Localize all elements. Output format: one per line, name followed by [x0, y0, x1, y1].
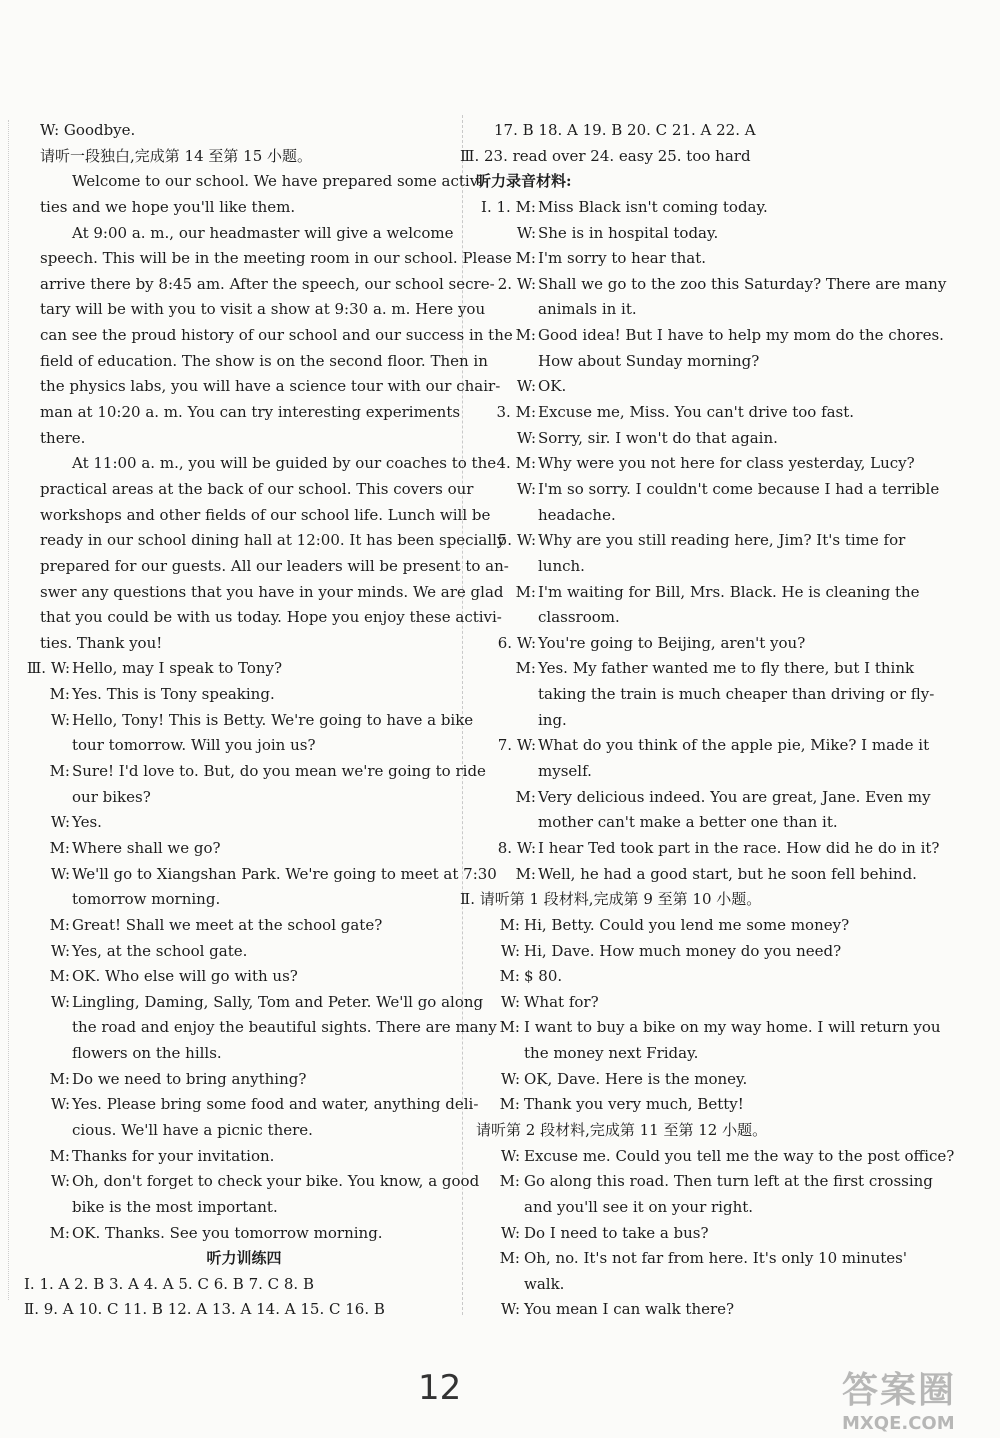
speaker-label: W: [50, 992, 70, 1011]
speaker-label: M: [49, 1223, 70, 1242]
dialogue-line [40, 708, 474, 734]
dialogue-line [40, 990, 484, 1016]
dialogue-line [476, 733, 930, 759]
dialogue-line [476, 1297, 908, 1323]
speaker-label: M: [499, 967, 520, 986]
dialogue-line [476, 195, 908, 221]
dialogue-line [476, 862, 917, 888]
dialogue-line [476, 1092, 908, 1118]
dialogue-line [476, 990, 908, 1016]
dialogue-text: Sure! I'd love to. But, do you mean we're going to ride [72, 762, 486, 781]
dialogue-continuation: the money next Friday. [524, 1044, 699, 1063]
binding-margin [8, 120, 10, 1300]
dialogue-text: Hi, Betty. Could you lend me some money? [524, 915, 850, 934]
speaker-label: W: [516, 377, 536, 396]
dialogue-line [40, 682, 448, 708]
answer-line: Ⅲ. 23. read over 24. easy 25. too hard [460, 146, 751, 165]
dialogue-line [476, 631, 908, 657]
dialogue-text: Hi, Dave. How much money do you need? [524, 941, 842, 960]
dialogue-text: You're going to Beijing, aren't you? [538, 633, 806, 652]
dialogue-line [476, 1246, 908, 1272]
dialogue-continuation: and you'll see it on your right. [524, 1197, 754, 1216]
dialogue-line [476, 580, 920, 606]
speaker-label: 4. M: [496, 454, 536, 473]
dialogue-line [476, 323, 944, 349]
dialogue-text: Thank you very much, Betty! [524, 1095, 744, 1114]
dialogue-line [40, 1092, 479, 1118]
dialogue-text: Do we need to bring anything? [72, 1069, 307, 1088]
dialogue-line [476, 1067, 908, 1093]
text-line: that you could be with us today. Hope you enjoy these activi- [40, 608, 502, 627]
dialogue-line [476, 1144, 955, 1170]
text-line: W: Goodbye. [40, 121, 136, 139]
dialogue-text: Hello, may I speak to Tony? [72, 659, 283, 678]
speaker-label: W: [500, 1146, 520, 1165]
dialogue-text: Where shall we go? [72, 838, 221, 857]
dialogue-text: Why are you still reading here, Jim? It's time for [538, 531, 906, 550]
instruction-heading: 请听一段独白,完成第 14 至第 15 小题。 [40, 146, 313, 165]
speaker-label: 8. W: [497, 838, 536, 857]
section-heading: 听力录音材料: [476, 172, 572, 191]
text-line: speech. This will be in the meeting room in our school. Please [40, 249, 512, 268]
dialogue-line [476, 1169, 933, 1195]
dialogue-line [476, 272, 947, 298]
speaker-label: 2. W: [497, 274, 536, 293]
dialogue-line [26, 656, 448, 682]
dialogue-text: I'm sorry to hear that. [538, 249, 707, 268]
dialogue-text: Oh, no. It's not far from here. It's only 10 minutes' [524, 1249, 907, 1268]
answer-line: Ⅱ. 9. A 10. C 11. B 12. A 13. A 14. A 15. C 16. B [24, 1300, 385, 1319]
text-line: there. [40, 428, 86, 447]
watermark-url: MXQE.COM [842, 1413, 955, 1434]
dialogue-line [476, 374, 908, 400]
dialogue-line [476, 785, 931, 811]
speaker-label: W: [516, 428, 536, 447]
dialogue-continuation: taking the train is much cheaper than driving or fly- [538, 685, 935, 704]
dialogue-line [476, 246, 908, 272]
dialogue-text: Hello, Tony! This is Betty. We're going to have a bike [72, 710, 474, 729]
dialogue-continuation: How about Sunday morning? [538, 351, 760, 370]
text-line: the physics labs, you will have a science tour with our chair- [40, 377, 501, 396]
dialogue-continuation: lunch. [538, 556, 585, 575]
speaker-label: W: [50, 864, 70, 883]
answer-line: Ⅱ. 请听第 1 段材料,完成第 9 至第 10 小题。 [460, 890, 762, 909]
dialogue-line [40, 1169, 480, 1195]
text-line: practical areas at the back of our school. This covers our [40, 479, 474, 498]
speaker-label: M: [49, 762, 70, 781]
speaker-label: W: [500, 992, 520, 1011]
speaker-label: W: [500, 941, 520, 960]
text-line: can see the proud history of our school and our success in the [40, 326, 513, 345]
dialogue-text: Thanks for your invitation. [72, 1146, 275, 1165]
dialogue-text: Miss Black isn't coming today. [538, 197, 768, 216]
dialogue-text: Well, he had a good start, but he soon fell behind. [538, 864, 917, 883]
dialogue-text: Sorry, sir. I won't do that again. [538, 428, 778, 447]
dialogue-text: Excuse me, Miss. You can't drive too fast. [538, 403, 855, 422]
paragraph-line: At 11:00 a. m., you will be guided by our coaches to the [72, 454, 497, 473]
speaker-label: 6. W: [497, 633, 536, 652]
dialogue-text: OK. Thanks. See you tomorrow morning. [72, 1223, 383, 1242]
speaker-label: M: [499, 1018, 520, 1037]
dialogue-text: Yes. [72, 813, 102, 832]
dialogue-line [476, 451, 915, 477]
speaker-label: W: [50, 1172, 70, 1191]
dialogue-continuation: ing. [538, 710, 567, 729]
dialogue-line [476, 1221, 908, 1247]
speaker-label: M: [515, 582, 536, 601]
dialogue-line [40, 1144, 448, 1170]
dialogue-text: Go along this road. Then turn left at the first crossing [524, 1172, 933, 1191]
speaker-label: M: [499, 1095, 520, 1114]
dialogue-text: Yes, at the school gate. [72, 941, 248, 960]
speaker-label: W: [500, 1300, 520, 1319]
dialogue-text: You mean I can walk there? [524, 1300, 735, 1319]
dialogue-continuation: myself. [538, 762, 592, 781]
watermark-logo [842, 1362, 992, 1432]
text-line: ties. Thank you! [40, 633, 163, 652]
dialogue-line [476, 964, 908, 990]
speaker-label: M: [515, 326, 536, 345]
dialogue-line [40, 964, 448, 990]
section-title: 听力训练四 [206, 1249, 282, 1268]
speaker-label: W: [50, 710, 70, 729]
dialogue-continuation: tour tomorrow. Will you join us? [72, 736, 316, 755]
dialogue-line [476, 528, 908, 554]
speaker-label: M: [49, 915, 70, 934]
speaker-label: M: [49, 685, 70, 704]
dialogue-continuation: mother can't make a better one than it. [538, 813, 838, 832]
dialogue-text: Yes. My father wanted me to fly there, but I think [538, 659, 915, 678]
speaker-label: W: [500, 1223, 520, 1242]
dialogue-text: OK. [538, 377, 567, 396]
dialogue-line [40, 862, 497, 888]
dialogue-text: I want to buy a bike on my way home. I will return you [524, 1018, 941, 1037]
dialogue-text: Great! Shall we meet at the school gate? [72, 915, 383, 934]
dialogue-continuation: classroom. [538, 608, 620, 627]
dialogue-text: What do you think of the apple pie, Mike? I made it [538, 736, 930, 755]
dialogue-text: Shall we go to the zoo this Saturday? There are many [538, 274, 947, 293]
dialogue-line [40, 1067, 448, 1093]
dialogue-text: Do I need to take a bus? [524, 1223, 709, 1242]
text-line: field of education. The show is on the second floor. Then in [40, 351, 488, 370]
dialogue-continuation: our bikes? [72, 787, 151, 806]
watermark-logo-text: 答案圈 [842, 1370, 957, 1411]
speaker-label: 7. W: [497, 736, 536, 755]
dialogue-line [476, 836, 940, 862]
right-column [460, 118, 955, 1323]
speaker-label: M: [49, 967, 70, 986]
dialogue-line [476, 221, 908, 247]
text-line: swer any questions that you have in your minds. We are glad [40, 582, 504, 601]
dialogue-text: Why were you not here for class yesterday, Lucy? [538, 454, 915, 473]
speaker-label: M: [515, 249, 536, 268]
dialogue-text: We'll go to Xiangshan Park. We're going to meet at 7:30 [72, 864, 497, 883]
speaker-label: W: [50, 813, 70, 832]
speaker-label: W: [50, 941, 70, 960]
dialogue-line [40, 939, 448, 965]
speaker-label: M: [515, 864, 536, 883]
text-line: arrive there by 8:45 am. After the speech, our school secre- [40, 274, 495, 293]
text-line: man at 10:20 a. m. You can try interesting experiments [40, 403, 461, 422]
paragraph-line: Welcome to our school. We have prepared some activi- [72, 172, 489, 191]
dialogue-continuation: walk. [524, 1274, 565, 1293]
dialogue-text: Oh, don't forget to check your bike. You know, a good [72, 1172, 480, 1191]
dialogue-line [40, 836, 448, 862]
dialogue-continuation: the road and enjoy the beautiful sights. There are many [72, 1018, 497, 1037]
text-line: 17. B 18. A 19. B 20. C 21. A 22. A [494, 121, 756, 139]
speaker-label: Ⅰ. 1. M: [481, 197, 536, 216]
dialogue-line [476, 477, 940, 503]
dialogue-text: I hear Ted took part in the race. How did he do in it? [538, 838, 940, 857]
speaker-label: M: [515, 787, 536, 806]
dialogue-text: I'm so sorry. I couldn't come because I had a terrible [538, 479, 940, 498]
text-line: prepared for our guests. All our leaders will be present to an- [40, 556, 509, 575]
dialogue-line [476, 400, 908, 426]
speaker-label: M: [499, 1249, 520, 1268]
dialogue-line [40, 759, 486, 785]
text-line: ready in our school dining hall at 12:00. It has been specially [40, 531, 506, 550]
dialogue-line [476, 656, 915, 682]
dialogue-text: Excuse me. Could you tell me the way to the post office? [524, 1146, 955, 1165]
speaker-label: W: [50, 1095, 70, 1114]
speaker-label: 3. M: [496, 403, 536, 422]
speaker-label: M: [49, 1146, 70, 1165]
dialogue-line [476, 426, 908, 452]
dialogue-text: Yes. Please bring some food and water, anything deli- [72, 1095, 479, 1114]
paragraph-line: At 9:00 a. m., our headmaster will give a welcome [72, 223, 454, 242]
dialogue-line [476, 1015, 941, 1041]
dialogue-text: OK, Dave. Here is the money. [524, 1069, 748, 1088]
dialogue-continuation: bike is the most important. [72, 1197, 278, 1216]
dialogue-line [40, 810, 448, 836]
dialogue-text: She is in hospital today. [538, 223, 719, 242]
speaker-label: M: [49, 838, 70, 857]
instruction-heading: 请听第 2 段材料,完成第 11 至第 12 小题。 [476, 1120, 768, 1139]
speaker-label: M: [49, 1069, 70, 1088]
speaker-label: M: [499, 1172, 520, 1191]
page-number: 12 [418, 1368, 462, 1408]
dialogue-line [40, 913, 448, 939]
dialogue-text: I'm waiting for Bill, Mrs. Black. He is cleaning the [538, 582, 920, 601]
dialogue-line [40, 1221, 448, 1247]
text-line: workshops and other fields of our school life. Lunch will be [40, 505, 491, 524]
dialogue-text: $ 80. [524, 967, 563, 986]
dialogue-continuation: headache. [538, 505, 616, 524]
dialogue-text: Lingling, Daming, Sally, Tom and Peter. We'll go along [72, 992, 484, 1011]
dialogue-continuation: animals in it. [538, 300, 637, 319]
speaker-label: M: [515, 659, 536, 678]
speaker-label: M: [499, 915, 520, 934]
speaker-label: W: [516, 223, 536, 242]
dialogue-text: Very delicious indeed. You are great, Jane. Even my [538, 787, 931, 806]
text-line: ties and we hope you'll like them. [40, 197, 296, 216]
dialogue-continuation: tomorrow morning. [72, 890, 221, 909]
answer-line: Ⅰ. 1. A 2. B 3. A 4. A 5. C 6. B 7. C 8. B [24, 1274, 314, 1293]
speaker-label: W: [516, 479, 536, 498]
dialogue-continuation: cious. We'll have a picnic there. [72, 1120, 313, 1139]
dialogue-text: OK. Who else will go with us? [72, 967, 298, 986]
dialogue-text: Good idea! But I have to help my mom do the chores. [538, 326, 944, 345]
dialogue-line [476, 939, 908, 965]
dialogue-text: Yes. This is Tony speaking. [72, 685, 275, 704]
dialogue-line [476, 913, 908, 939]
dialogue-continuation: flowers on the hills. [72, 1044, 222, 1063]
speaker-label: W: [500, 1069, 520, 1088]
dialogue-text: What for? [524, 992, 599, 1011]
speaker-label: Ⅲ. W: [26, 659, 70, 678]
text-line: tary will be with you to visit a show at 9:30 a. m. Here you [40, 300, 486, 319]
speaker-label: 5. W: [497, 531, 536, 550]
